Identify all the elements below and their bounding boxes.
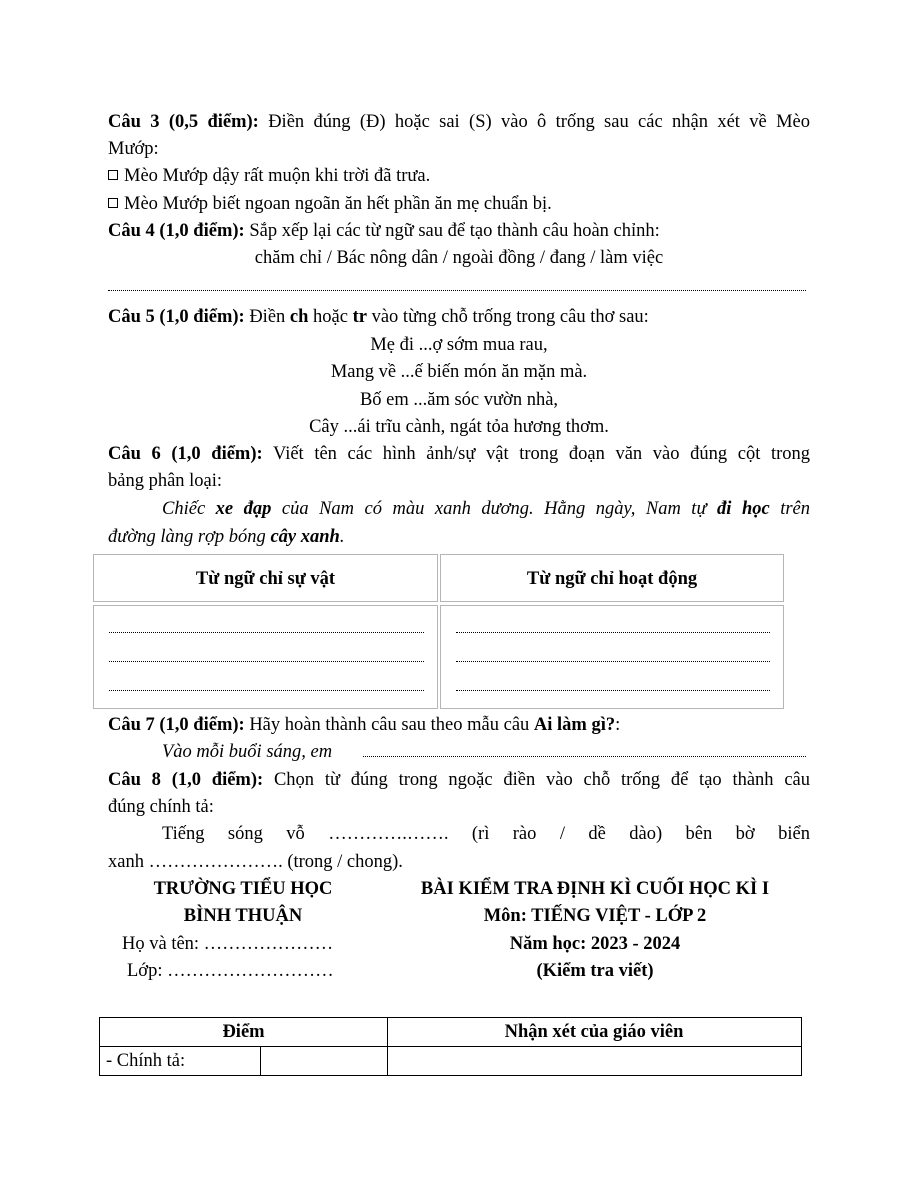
q8-line4: xanh …………………. (trong / chong). [108,852,403,872]
q8-line1: Câu 8 (1,0 điểm): Chọn từ đúng trong ngoặc điền vào chỗ trống để tạo thành câu [108,770,811,790]
answer-line[interactable] [456,632,770,633]
q7-prompt: Vào mỗi buổi sáng, em [162,742,333,762]
q7-line: Câu 7 (1,0 điểm): Hãy hoàn thành câu sau theo mẫu câu Ai làm gì?: [108,715,621,735]
q5-poem-line-3: Bố em ...ăm sóc vườn nhà, [359,390,559,410]
q4-words: chăm chỉ / Bác nông dân / ngoài đồng / đang / làm việc [254,248,664,268]
student-name-field[interactable]: Họ và tên: ………………… [122,934,334,954]
q4-label: Câu 4 (1,0 điểm): [108,221,245,241]
q8-label: Câu 8 (1,0 điểm): [108,770,264,790]
q3-option-1[interactable]: Mèo Mướp dậy rất muộn khi trời đã trưa. [108,167,430,186]
q8-line2: đúng chính tả: [108,797,214,817]
q6-passage-line2: đường làng rợp bóng cây xanh. [108,527,345,547]
q6-label: Câu 6 (1,0 điểm): [108,444,263,464]
q3-line1 [108,113,810,132]
score-row-label: - Chính tả: [106,1051,186,1071]
grade-table [99,1017,802,1076]
class-field[interactable]: Lớp: ……………………… [127,961,334,981]
q3-text: Điền đúng (Đ) hoặc sai (S) vào ô trống sau các nhận xét về Mèo [258,112,810,132]
q6-col1-header: Từ ngữ chỉ sự vật [93,554,438,602]
answer-line[interactable] [109,690,424,691]
q4-answer-line[interactable] [108,290,806,291]
comment-input-cell[interactable] [388,1047,801,1075]
q3-line2: Mướp: [108,139,159,159]
q6-line2: bảng phân loại: [108,471,223,491]
q6-line1: Câu 6 (1,0 điểm): Viết tên các hình ảnh/sự vật trong đoạn văn vào đúng cột trong [108,444,811,464]
q5-poem-line-2: Mang về ...ế biến món ăn mặn mà. [330,362,588,382]
answer-line[interactable] [109,632,424,633]
exam-subject: Môn: TIẾNG VIỆT - LỚP 2 [483,906,707,926]
answer-line[interactable] [456,690,770,691]
q6-col2-answer[interactable] [440,605,784,709]
exam-type: (Kiểm tra viết) [536,961,654,981]
q5-label: Câu 5 (1,0 điểm): [108,307,245,327]
checkbox-icon[interactable] [108,198,118,208]
score-header: Điểm [222,1022,265,1042]
q6-col2-header: Từ ngữ chỉ hoạt động [440,554,784,602]
exam-title: BÀI KIỂM TRA ĐỊNH KÌ CUỐI HỌC KÌ I [420,879,770,899]
q8-line3: Tiếng sóng vỗ ………….……. (rì rào / dề dào) bên bờ biển [162,824,810,844]
checkbox-icon[interactable] [108,170,118,180]
q3-option-2[interactable]: Mèo Mướp biết ngoan ngoãn ăn hết phần ăn mẹ chuẩn bị. [108,195,552,214]
score-input-cell[interactable] [261,1047,387,1075]
comment-header: Nhận xét của giáo viên [504,1022,684,1042]
q7-answer-line[interactable] [363,756,806,757]
school-name-2: BÌNH THUẬN [183,906,303,926]
q5-line: Câu 5 (1,0 điểm): Điền ch hoặc tr vào từng chỗ trống trong câu thơ sau: [108,307,649,327]
answer-line[interactable] [109,661,424,662]
school-name-1: TRƯỜNG TIỂU HỌC [153,879,333,899]
answer-line[interactable] [456,661,770,662]
q5-poem-line-4: Cây ...ái trĩu cành, ngát tỏa hương thơm. [309,417,609,437]
q3-label: Câu 3 (0,5 điểm): [108,112,259,132]
q6-col1-answer[interactable] [93,605,438,709]
q6-passage-line1: Chiếc xe đạp của Nam có màu xanh dương. Hằng ngày, Nam tự đi học trên [162,499,811,519]
q4-line: Câu 4 (1,0 điểm): Sắp xếp lại các từ ngữ sau để tạo thành câu hoàn chỉnh: [108,221,660,241]
q5-poem-line-1: Mẹ đi ...ợ sớm mua rau, [370,335,548,355]
q7-label: Câu 7 (1,0 điểm): [108,715,245,735]
school-year: Năm học: 2023 - 2024 [509,934,681,954]
